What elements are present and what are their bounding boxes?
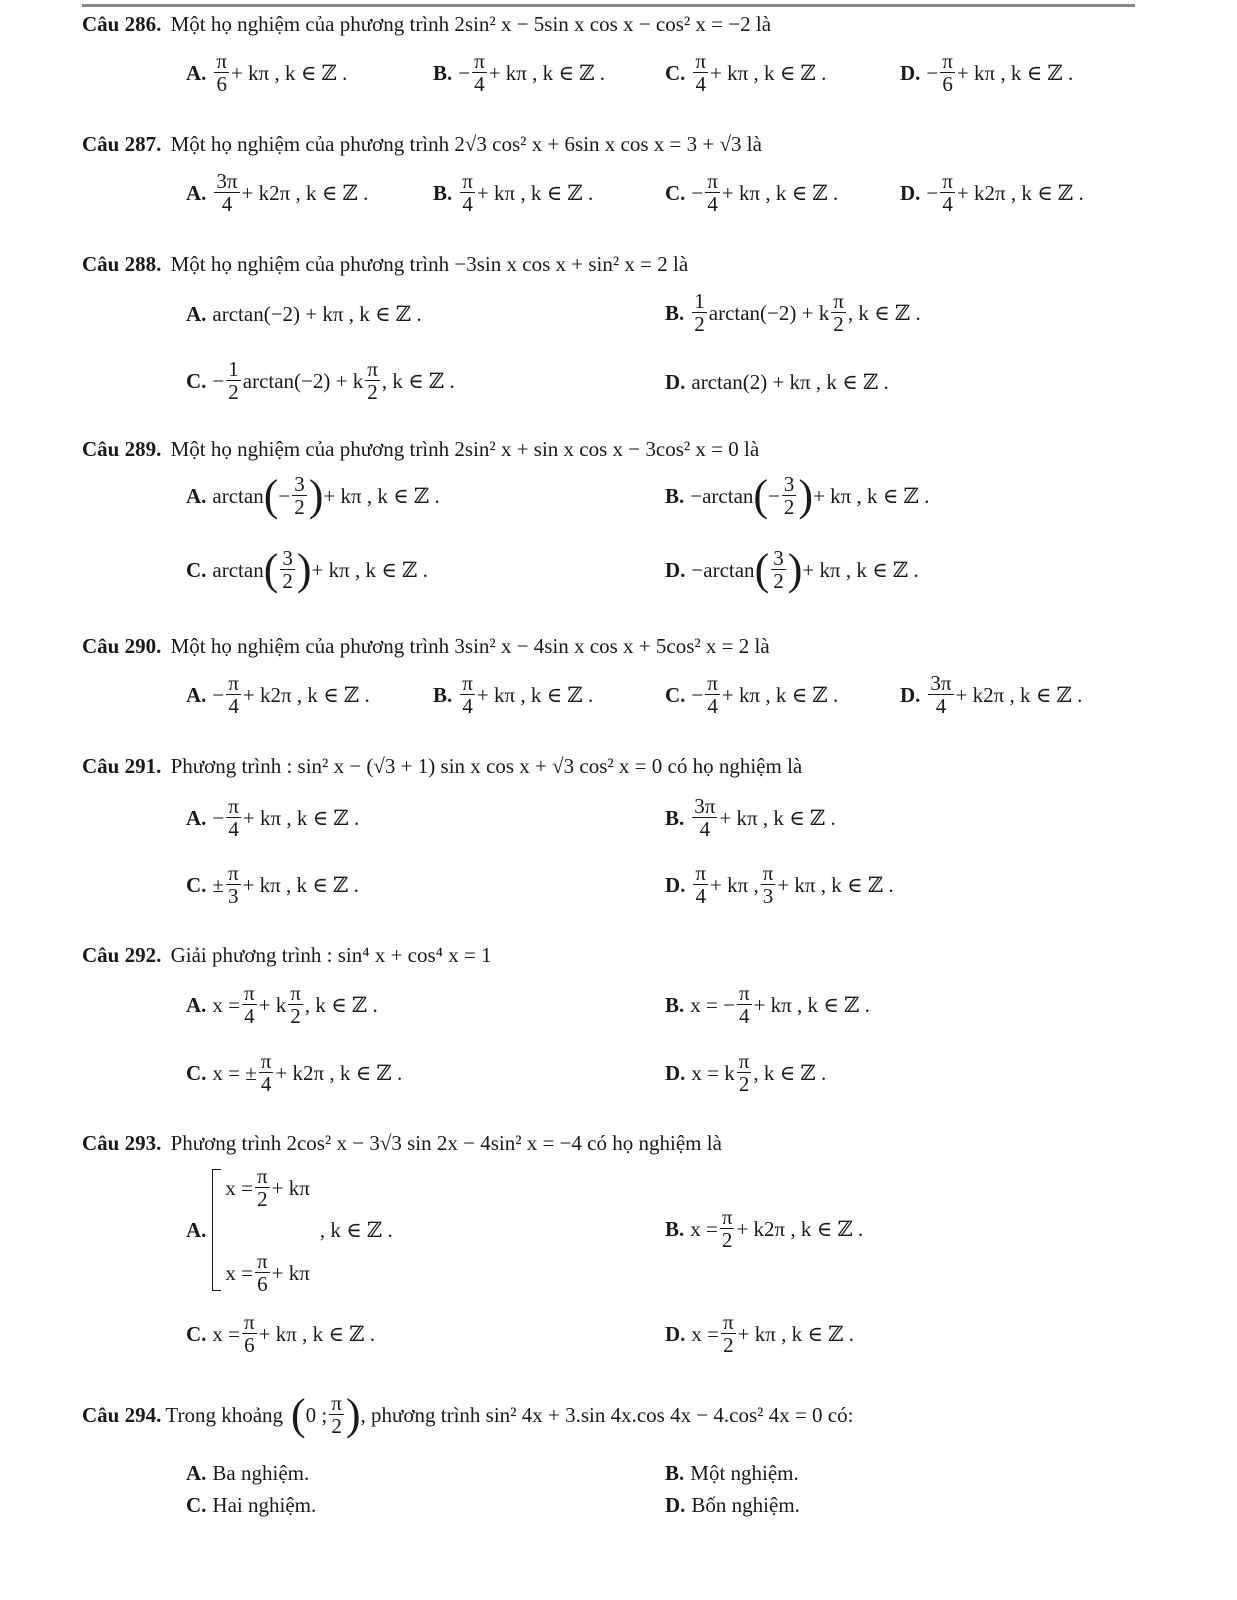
- option-b[interactable]: [433, 170, 593, 215]
- option-prefix: −: [458, 60, 471, 85]
- left-paren: (: [263, 470, 279, 520]
- option-b[interactable]: [665, 982, 870, 1027]
- option-label: A.: [186, 180, 207, 205]
- option-prefix: x =: [212, 1321, 241, 1346]
- denominator: 4: [739, 1004, 750, 1028]
- numerator: 3: [282, 546, 293, 570]
- option-label: A.: [186, 682, 207, 707]
- option-suffix: + kπ , k ∈ ℤ .: [258, 1321, 375, 1346]
- numerator: π: [257, 1164, 268, 1188]
- question-stem: Một họ nghiệm của phương trình 2sin² x + sin x cos x − 3cos² x = 0 là: [170, 437, 760, 461]
- option-suffix: + kπ , k ∈ ℤ .: [476, 682, 594, 707]
- option-prefix: −: [691, 682, 704, 707]
- question-286: [82, 10, 771, 38]
- fraction: [472, 50, 487, 95]
- numerator: π: [216, 49, 228, 73]
- question-stem: Giải phương trình : sin⁴ x + cos⁴ x = 1: [170, 943, 492, 967]
- top-rule: [82, 4, 1135, 7]
- option-label: C.: [186, 1321, 207, 1346]
- option-c[interactable]: [186, 862, 359, 907]
- question-number: Câu 287.: [82, 132, 162, 156]
- option-d[interactable]: [665, 544, 919, 594]
- question-288: [82, 250, 688, 278]
- fraction: [705, 672, 720, 717]
- option-d[interactable]: [665, 1311, 854, 1356]
- question-294: [82, 1389, 854, 1439]
- option-prefix: −: [926, 180, 939, 205]
- option-d[interactable]: [900, 170, 1084, 215]
- option-d[interactable]: [665, 1491, 800, 1519]
- option-label: C.: [186, 368, 207, 393]
- question-293: [82, 1129, 722, 1157]
- numerator: 1: [694, 289, 705, 313]
- left-paren: (: [263, 544, 279, 594]
- option-text: Ba nghiệm.: [212, 1461, 310, 1485]
- question-number: Câu 292.: [82, 943, 162, 967]
- fraction: [737, 1050, 752, 1095]
- system-row-2: [225, 1250, 309, 1295]
- denominator: 2: [290, 1004, 301, 1028]
- denominator: 4: [935, 694, 947, 718]
- denominator: 4: [228, 694, 239, 718]
- option-c[interactable]: [186, 1311, 375, 1356]
- option-a[interactable]: [186, 1165, 393, 1295]
- option-suffix: + kπ , k ∈ ℤ .: [956, 60, 1074, 85]
- numerator: π: [228, 671, 239, 695]
- fraction: [365, 358, 380, 403]
- equation-system: [212, 1165, 309, 1295]
- option-label: D.: [900, 60, 921, 85]
- question-stem: Một họ nghiệm của phương trình 2√3 cos² x + 6sin x cos x = 3 + √3 là: [170, 132, 762, 156]
- denominator: 2: [833, 312, 844, 336]
- option-d[interactable]: [665, 1050, 826, 1095]
- numerator: π: [738, 981, 750, 1005]
- denominator: 4: [699, 817, 711, 841]
- left-paren: (: [291, 1389, 306, 1439]
- option-prefix: arctan: [212, 483, 264, 508]
- denominator: 4: [462, 192, 473, 216]
- numerator: 3π: [694, 794, 716, 818]
- fraction: [242, 1311, 257, 1356]
- option-suffix: + kπ , k ∈ ℤ .: [323, 483, 440, 508]
- question-number: Câu 294.: [82, 1402, 162, 1427]
- question-stem: Phương trình : sin² x − (√3 + 1) sin x cos x + √3 cos² x = 0 có họ nghiệm là: [170, 754, 803, 778]
- option-suffix: + kπ , k ∈ ℤ .: [710, 60, 827, 85]
- fraction: [214, 170, 239, 215]
- option-b[interactable]: [665, 470, 930, 520]
- numerator: 3: [783, 472, 795, 496]
- numerator: π: [721, 1205, 733, 1229]
- right-paren: ): [798, 470, 814, 520]
- denominator: 6: [257, 1272, 268, 1296]
- numerator: π: [244, 1310, 255, 1334]
- option-text: arctan(2) + kπ , k ∈ ℤ .: [691, 370, 889, 394]
- denominator: 4: [707, 694, 718, 718]
- option-label: B.: [433, 60, 453, 85]
- option-suffix: + k2π , k ∈ ℤ .: [275, 1060, 403, 1085]
- option-prefix: −: [212, 368, 225, 393]
- denominator: 4: [695, 884, 706, 908]
- inner-sign: −: [768, 483, 780, 508]
- option-suffix: + kπ , k ∈ ℤ .: [802, 557, 919, 582]
- option-suffix: + k2π , k ∈ ℤ .: [241, 180, 369, 205]
- option-c[interactable]: [186, 358, 455, 403]
- fraction: [255, 1165, 270, 1210]
- option-suffix: , k ∈ ℤ .: [304, 992, 378, 1017]
- denominator: 2: [228, 380, 239, 404]
- option-label: D.: [665, 1493, 686, 1517]
- numerator: π: [723, 1310, 734, 1334]
- numerator: π: [462, 169, 473, 193]
- option-prefix: −arctan: [691, 557, 755, 582]
- denominator: 2: [694, 312, 705, 336]
- fraction: [460, 672, 475, 717]
- option-suffix: + kπ , k ∈ ℤ .: [737, 1321, 854, 1346]
- denominator: 4: [260, 1072, 272, 1096]
- option-c[interactable]: [665, 672, 838, 717]
- question-287: [82, 130, 762, 158]
- question-number: Câu 290.: [82, 634, 162, 658]
- fraction: [255, 1250, 270, 1295]
- option-prefix: −arctan: [690, 483, 754, 508]
- fraction: [705, 170, 720, 215]
- option-prefix: x = k: [691, 1060, 735, 1085]
- numerator: π: [290, 981, 301, 1005]
- option-suffix: , k ∈ ℤ .: [847, 300, 921, 325]
- fraction: [242, 982, 257, 1027]
- option-suffix: + kπ , k ∈ ℤ .: [777, 872, 894, 897]
- fraction: [226, 672, 241, 717]
- option-b[interactable]: [433, 50, 605, 95]
- option-text: Một nghiệm.: [690, 1461, 799, 1485]
- numerator: π: [833, 289, 844, 313]
- question-stem: Một họ nghiệm của phương trình 2sin² x − 5sin x cos x − cos² x = −2 là: [170, 12, 772, 36]
- option-b[interactable]: [665, 1459, 799, 1487]
- numerator: π: [227, 861, 239, 885]
- option-a[interactable]: [186, 470, 440, 520]
- denominator: 4: [707, 192, 718, 216]
- interval-left: 0 ;: [305, 1402, 328, 1427]
- right-paren: ): [308, 470, 324, 520]
- fraction: [214, 50, 229, 95]
- fraction: [928, 672, 953, 717]
- numerator: π: [474, 49, 485, 73]
- option-c[interactable]: [665, 170, 838, 215]
- fraction: [761, 862, 776, 907]
- option-b[interactable]: [665, 1206, 863, 1251]
- question-number: Câu 288.: [82, 252, 162, 276]
- option-text: arctan(−2) + kπ , k ∈ ℤ .: [212, 302, 422, 326]
- option-label: A.: [186, 805, 207, 830]
- question-289: [82, 435, 759, 463]
- question-290: [82, 632, 770, 660]
- option-prefix: x = −: [690, 992, 735, 1017]
- row-prefix: x =: [225, 1260, 254, 1285]
- option-c[interactable]: [186, 544, 428, 594]
- denominator: 6: [216, 72, 227, 96]
- option-label: C.: [186, 872, 207, 897]
- option-prefix: x =: [212, 992, 241, 1017]
- option-label: A.: [186, 1461, 207, 1485]
- option-suffix: + kπ , k ∈ ℤ .: [813, 483, 930, 508]
- denominator: 4: [462, 694, 473, 718]
- option-label: D.: [900, 682, 921, 707]
- left-paren: (: [753, 470, 769, 520]
- option-suffix: + kπ , k ∈ ℤ .: [242, 872, 359, 897]
- denominator: 2: [367, 380, 378, 404]
- option-prefix: −: [926, 60, 939, 85]
- option-label: D.: [665, 557, 686, 582]
- numerator: π: [260, 1049, 272, 1073]
- numerator: π: [695, 861, 707, 885]
- option-d[interactable]: [900, 50, 1073, 95]
- denominator: 6: [942, 72, 953, 96]
- denominator: 2: [294, 495, 305, 519]
- question-292: [82, 941, 492, 969]
- numerator: π: [367, 357, 378, 381]
- option-a[interactable]: [186, 672, 370, 717]
- denominator: 2: [721, 1228, 733, 1252]
- denominator: 2: [783, 495, 795, 519]
- option-suffix: , k ∈ ℤ .: [381, 368, 455, 393]
- option-label: B.: [433, 682, 453, 707]
- fraction: [226, 862, 241, 907]
- question-number: Câu 293.: [82, 1131, 162, 1155]
- row-prefix: x =: [225, 1175, 254, 1200]
- numerator: π: [707, 671, 718, 695]
- numerator: π: [695, 49, 707, 73]
- right-paren: ): [787, 544, 803, 594]
- row-suffix: + kπ: [271, 1260, 310, 1285]
- numerator: 3π: [216, 169, 238, 193]
- option-suffix: + k2π , k ∈ ℤ .: [955, 682, 1083, 707]
- denominator: 3: [228, 884, 239, 908]
- option-suffix: + k2π , k ∈ ℤ .: [736, 1216, 864, 1241]
- option-text: Bốn nghiệm.: [691, 1493, 800, 1517]
- option-suffix: + kπ , k ∈ ℤ .: [231, 60, 348, 85]
- fraction: [329, 1392, 344, 1437]
- option-suffix: + kπ , k ∈ ℤ .: [311, 557, 428, 582]
- option-prefix: x =: [690, 1216, 718, 1241]
- option-a[interactable]: [186, 795, 359, 840]
- numerator: 1: [228, 357, 239, 381]
- denominator: 2: [723, 1333, 734, 1357]
- option-prefix: −: [212, 805, 225, 830]
- option-a[interactable]: [186, 50, 347, 95]
- denominator: 2: [331, 1414, 342, 1438]
- system-bracket: [212, 1169, 221, 1291]
- numerator: 3π: [930, 671, 952, 695]
- numerator: 3: [294, 472, 305, 496]
- fraction: [226, 358, 241, 403]
- numerator: π: [462, 671, 473, 695]
- option-label: C.: [665, 60, 686, 85]
- question-291: [82, 752, 802, 780]
- option-d[interactable]: [665, 368, 889, 396]
- option-label: C.: [186, 557, 207, 582]
- option-prefix: arctan: [212, 557, 264, 582]
- fraction: [692, 290, 707, 335]
- option-label: D.: [665, 872, 686, 897]
- question-stem: Một họ nghiệm của phương trình 3sin² x − 4sin x cos x + 5cos² x = 2 là: [170, 634, 770, 658]
- fraction: [782, 473, 797, 518]
- numerator: π: [707, 169, 718, 193]
- option-a[interactable]: [186, 300, 422, 328]
- inner-sign: −: [278, 483, 291, 508]
- right-paren: ): [345, 1389, 361, 1439]
- numerator: π: [738, 1049, 750, 1073]
- question-number: Câu 286.: [82, 12, 162, 36]
- fraction: [226, 795, 241, 840]
- denominator: 4: [474, 72, 485, 96]
- option-label: B.: [665, 992, 685, 1017]
- option-text: Hai nghiệm.: [212, 1493, 317, 1517]
- option-middle: arctan(−2) + k: [708, 300, 830, 325]
- option-d[interactable]: [665, 862, 894, 907]
- denominator: 2: [257, 1187, 268, 1211]
- fraction: [288, 982, 303, 1027]
- left-paren: (: [754, 544, 770, 594]
- system-row-1: [225, 1165, 309, 1210]
- option-d[interactable]: [900, 672, 1082, 717]
- option-middle: arctan(−2) + k: [242, 368, 364, 393]
- numerator: 3: [773, 546, 784, 570]
- numerator: π: [331, 1391, 342, 1415]
- fraction: [721, 1311, 736, 1356]
- option-label: B.: [665, 483, 685, 508]
- option-a[interactable]: [186, 982, 378, 1027]
- option-label: D.: [665, 1060, 686, 1085]
- fraction: [692, 795, 717, 840]
- option-suffix: + kπ , k ∈ ℤ .: [242, 805, 360, 830]
- option-suffix: + kπ , k ∈ ℤ .: [488, 60, 606, 85]
- option-label: C.: [665, 682, 686, 707]
- denominator: 4: [942, 192, 953, 216]
- denominator: 6: [244, 1333, 255, 1357]
- row-suffix: + kπ: [271, 1175, 310, 1200]
- option-suffix: + kπ , k ∈ ℤ .: [721, 682, 839, 707]
- right-paren: ): [296, 544, 312, 594]
- option-label: B.: [665, 805, 685, 830]
- denominator: 4: [695, 72, 706, 96]
- option-label: C.: [186, 1493, 207, 1517]
- option-prefix: −: [212, 682, 225, 707]
- option-prefix: x =: [691, 1321, 720, 1346]
- option-b[interactable]: [665, 290, 921, 335]
- option-label: B.: [433, 180, 453, 205]
- question-number: Câu 289.: [82, 437, 162, 461]
- fraction: [940, 50, 955, 95]
- option-label: D.: [665, 1321, 686, 1346]
- option-prefix: x = ±: [212, 1060, 257, 1085]
- option-middle: + kπ ,: [710, 872, 759, 897]
- option-label: D.: [900, 180, 921, 205]
- fraction: [259, 1050, 274, 1095]
- option-label: A.: [186, 992, 207, 1017]
- fraction: [693, 862, 708, 907]
- question-number: Câu 291.: [82, 754, 162, 778]
- numerator: π: [257, 1249, 268, 1273]
- fraction: [460, 170, 475, 215]
- fraction: [771, 547, 786, 592]
- option-label: A.: [186, 302, 207, 326]
- option-a[interactable]: [186, 170, 368, 215]
- fraction: [693, 50, 708, 95]
- numerator: π: [244, 981, 255, 1005]
- numerator: π: [942, 169, 953, 193]
- option-suffix: + kπ , k ∈ ℤ .: [721, 180, 839, 205]
- denominator: 2: [773, 569, 784, 593]
- numerator: π: [762, 861, 774, 885]
- option-suffix: , k ∈ ℤ .: [753, 1060, 827, 1085]
- denominator: 3: [762, 884, 774, 908]
- question-stem-prefix: Trong khoảng: [165, 1402, 284, 1427]
- option-a[interactable]: [186, 1459, 309, 1487]
- option-label: B.: [665, 300, 685, 325]
- question-stem: Phương trình 2cos² x − 3√3 sin 2x − 4sin² x = −4 có họ nghiệm là: [170, 1131, 722, 1155]
- option-c[interactable]: [665, 50, 826, 95]
- denominator: 4: [244, 1004, 255, 1028]
- option-b[interactable]: [665, 795, 836, 840]
- fraction: [940, 170, 955, 215]
- option-prefix: −: [691, 180, 704, 205]
- option-c[interactable]: [186, 1491, 316, 1519]
- numerator: π: [228, 794, 239, 818]
- option-label: A.: [186, 483, 207, 508]
- option-c[interactable]: [186, 1050, 402, 1095]
- option-label: B.: [665, 1461, 685, 1485]
- option-label: B.: [665, 1216, 685, 1241]
- question-stem-suffix: , phương trình sin² 4x + 3.sin 4x.cos 4x − 4.cos² 4x = 0 có:: [360, 1402, 854, 1427]
- question-stem: Một họ nghiệm của phương trình −3sin x cos x + sin² x = 2 là: [170, 252, 689, 276]
- option-b[interactable]: [433, 672, 593, 717]
- option-label: D.: [665, 370, 686, 394]
- option-suffix: + kπ , k ∈ ℤ .: [719, 805, 836, 830]
- option-prefix: ±: [212, 872, 224, 897]
- numerator: π: [942, 49, 953, 73]
- option-suffix: , k ∈ ℤ .: [319, 1218, 393, 1242]
- denominator: 2: [738, 1072, 750, 1096]
- fraction: [737, 982, 752, 1027]
- fraction: [280, 547, 295, 592]
- denominator: 4: [228, 817, 239, 841]
- option-suffix: + kπ , k ∈ ℤ .: [753, 992, 870, 1017]
- denominator: 2: [282, 569, 293, 593]
- option-label: A.: [186, 1218, 207, 1242]
- option-label: C.: [186, 1060, 207, 1085]
- option-middle: + k: [258, 992, 287, 1017]
- denominator: 4: [221, 192, 233, 216]
- fraction: [720, 1206, 735, 1251]
- option-label: A.: [186, 60, 207, 85]
- option-suffix: + k2π , k ∈ ℤ .: [242, 682, 370, 707]
- option-suffix: + kπ , k ∈ ℤ .: [476, 180, 594, 205]
- option-label: C.: [665, 180, 686, 205]
- fraction: [831, 290, 846, 335]
- fraction: [292, 473, 307, 518]
- option-suffix: + k2π , k ∈ ℤ .: [956, 180, 1084, 205]
